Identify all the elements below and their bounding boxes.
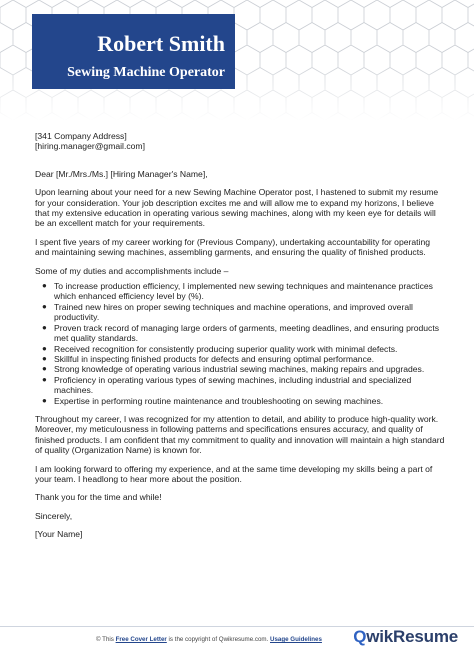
list-item: ● Proficiency in operating various types of sewing machines, including industrial and specialized machines. xyxy=(42,374,412,396)
free-cover-letter-link[interactable]: Free Cover Letter xyxy=(115,636,167,643)
salutation: Dear [Mr./Mrs./Ms.] [Hiring Manager's Name], xyxy=(35,168,208,179)
recipient-address xyxy=(35,131,445,152)
bullet-icon: ● xyxy=(42,353,47,363)
bullet-icon: ● xyxy=(42,374,47,384)
list-item: ● Expertise in performing routine maintenance and troubleshooting on sewing machines. xyxy=(42,395,384,406)
closing: Sincerely, xyxy=(35,510,73,521)
paragraph-thanks: Thank you for the time and while! xyxy=(35,492,162,503)
email-line: [hiring.manager@gmail.com] xyxy=(35,141,145,152)
paragraph-recognition: Throughout my career, I was recognized for my attention to detail, and ability to produce high-quality work. Moreover, my meticulousness in following patterns and specifications ensures accuracy, and quality of finished products. I am confident that my commitment to quality and innovation will maintain a high standard of quality (Organization Name) is known for. xyxy=(35,413,445,456)
address-line: [341 Company Address] xyxy=(35,131,127,141)
list-item: ● Trained new hires on proper sewing techniques and machine operations, and improved overall productivity. xyxy=(42,301,413,323)
qwikresume-logo[interactable]: QwikResume xyxy=(353,627,458,646)
paragraph-closing: I am looking forward to offering my experience, and at the same time developing my skills being a part of your team. I headlong to hear more about the position. xyxy=(35,463,433,484)
candidate-job-title: Sewing Machine Operator xyxy=(67,65,225,80)
bullet-icon: ● xyxy=(42,343,47,353)
bullet-icon: ● xyxy=(42,281,47,291)
duties-list xyxy=(35,281,445,406)
list-item: ● Skillful in inspecting finished products for defects and ensuring optimal performance. xyxy=(42,353,375,364)
bullet-icon: ● xyxy=(42,364,47,374)
duties-intro: Some of my duties and accomplishments include – xyxy=(35,265,229,276)
copyright-note: © This Free Cover Letter is the copyright of Qwikresume.com. Usage Guidelines xyxy=(96,636,322,643)
paragraph-experience: I spent five years of my career working for (Previous Company), undertaking accountability for operating and maintaining sewing machines, assembling garments, and ensuring the quality of finished products. xyxy=(35,236,431,258)
bullet-icon: ● xyxy=(42,395,47,405)
bullet-icon: ● xyxy=(42,301,47,311)
bullet-icon: ● xyxy=(42,322,47,332)
list-item: ● Received recognition for consistently producing superior quality work with minimal defects. xyxy=(42,343,398,354)
paragraph-intro: Upon learning about your need for a new Sewing Machine Operator post, I hastened to submit my resume for your consideration. Your job description excites me and will allow me to expand my horizons, I believe that my extensive education in operating various sewing machines, along with my keen eye for details will be an excellent match for your requirements. xyxy=(35,187,439,229)
list-item: ● Proven track record of managing large orders of garments, meeting deadlines, and ensuring products met quality standards. xyxy=(42,322,440,344)
candidate-name: Robert Smith xyxy=(97,31,225,56)
footer xyxy=(0,626,474,670)
letter-body xyxy=(35,131,445,548)
signature: [Your Name] xyxy=(35,529,83,540)
usage-guidelines-link[interactable]: Usage Guidelines xyxy=(270,636,322,643)
header-banner xyxy=(32,14,235,89)
list-item: ● Strong knowledge of operating various industrial sewing machines, making repairs and upgrades. xyxy=(42,364,425,375)
list-item: ● To increase production efficiency, I implemented new sewing techniques and maintenance practices which enhanced efficiency level by (%). xyxy=(42,281,433,302)
